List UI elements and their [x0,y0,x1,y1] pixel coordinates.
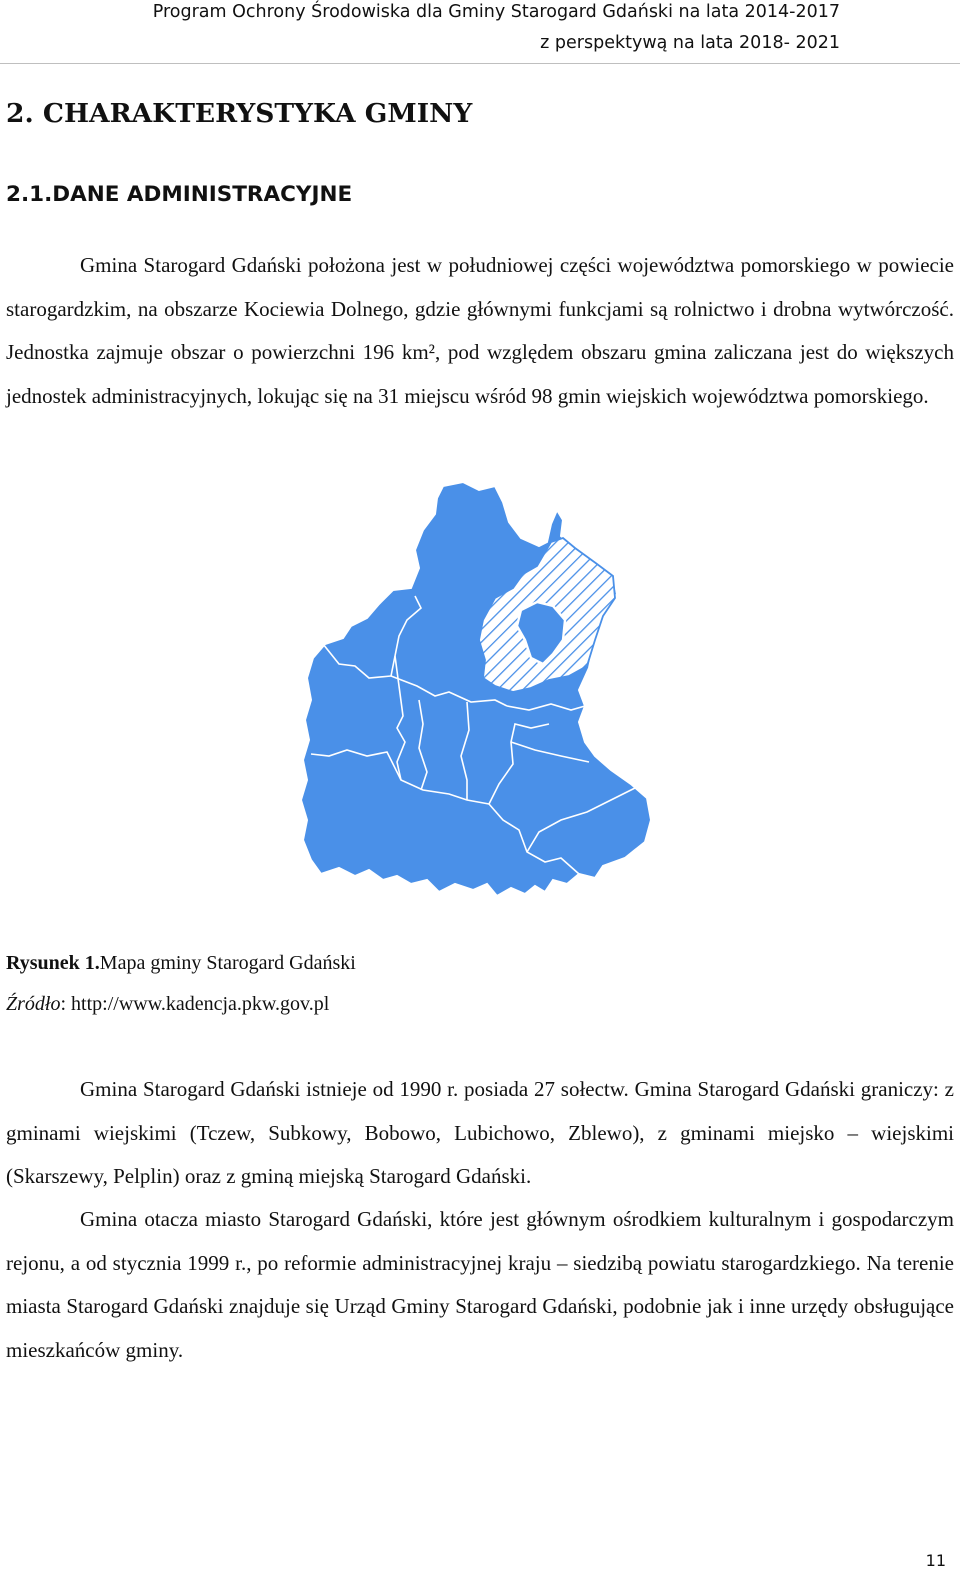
figure-caption-text: Mapa gminy Starogard Gdański [99,952,356,974]
paragraph-location: Gmina Starogard Gdański położona jest w południowej części województwa pomorskiego w powiecie starogardzkim, na obszarze Kociewia Dolnego, gdzie głównymi funkcjami są rolnictwo i drobna wytwórczość. Jednostka zajmuje obszar o powierzchni 196 km², pod względem obszaru gmina zaliczana jest do większych jednostek administracyjnych, lokując się na 31 miejscu wśród 98 gmin wiejskich województwa pomorskiego. [6,253,954,408]
figure-source [6,993,329,1016]
figure-source-url: http://www.kadencja.pkw.gov.pl [71,993,330,1015]
municipality-map [299,480,661,922]
header-divider [0,63,960,64]
page-number: 11 [925,1551,946,1570]
running-header-title: Program Ochrony Środowiska dla Gminy Starogard Gdański na lata 2014-2017 [152,2,840,22]
figure-caption-label: Rysunek 1. [6,952,100,974]
section-heading: 2.1.DANE ADMINISTRACYJNE [6,182,353,207]
figure-source-separator: : [60,993,72,1015]
paragraph-city: Gmina otacza miasto Starogard Gdański, które jest głównym ośrodkiem kulturalnym i gospodarczym rejonu, a od stycznia 1999 r., po reformie administracyjnej kraju – siedzibą powiatu starogardzkiego. Na terenie miasta Starogard Gdański znajduje się Urząd Gminy Starogard Gdański, podobnie jak i inne urzędy obsługujące mieszkańców gminy. [6,1207,954,1362]
municipality-area [301,482,651,896]
running-header-subtitle: z perspektywą na lata 2018- 2021 [540,33,840,53]
figure-caption [6,952,356,975]
figure-source-label: Źródło [6,993,61,1015]
paragraph-history: Gmina Starogard Gdański istnieje od 1990 r. posiada 27 sołectw. Gmina Starogard Gdański graniczy: z gminami wiejskimi (Tczew, Subkowy, Bobowo, Lubichowo, Zblewo), z gminami miejsko – wiejskimi (Skarszewy, Pelplin) oraz z gminą miejską Starogard Gdański. [6,1077,954,1188]
map-image [299,480,661,922]
chapter-heading: 2. CHARAKTERYSTYKA GMINY [6,98,473,129]
